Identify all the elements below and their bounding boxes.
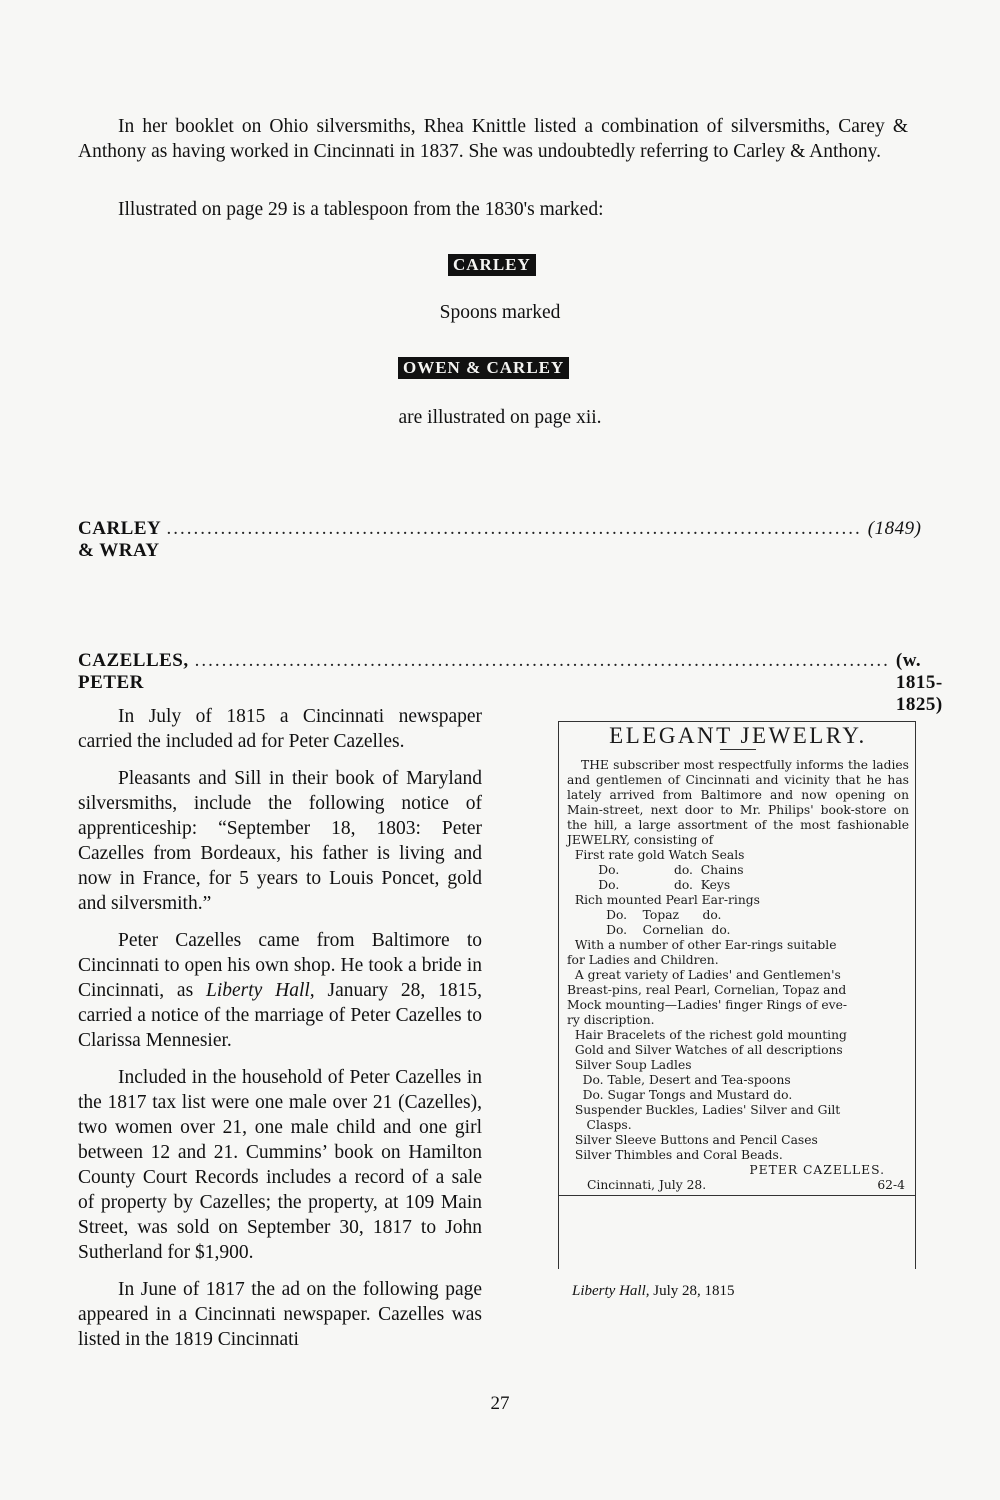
body-paragraph-1: In July of 1815 a Cincinnati newspaper carried the included ad for Peter Cazelles. [78, 706, 482, 752]
ad-line: Suspender Buckles, Ladies' Silver and Gilt [567, 1103, 841, 1117]
ad-footer [559, 1178, 915, 1196]
ad-line: Do. Table, Desert and Tea-spoons [567, 1073, 791, 1087]
ad-caption [572, 1283, 735, 1300]
ad-line: Do. do. Chains [567, 863, 744, 877]
ad-line: Do. Cornelian do. [567, 923, 731, 937]
page-number: 27 [490, 1393, 510, 1414]
body-paragraph-5: In June of 1817 the ad on the following page appeared in a Cincinnati newspaper. Cazelles was listed in the 1819 Cincinnati [78, 1279, 482, 1350]
body-paragraph-3 [78, 928, 482, 1053]
ad-line: A great variety of Ladies' and Gentlemen's [567, 968, 841, 982]
ad-line: Silver Soup Ladles [567, 1058, 692, 1072]
ad-title: ELEGANT JEWELRY. [609, 723, 867, 748]
newspaper-advertisement [558, 721, 916, 1269]
ad-line: ry discription. [567, 1013, 655, 1027]
intro-paragraph-1: In her booklet on Ohio silversmiths, Rhea Knittle listed a combination of silversmiths, Carey & Anthony as having worked in Cincinnati in 1837. She was undoubtedly referring to Carley & Anthony. [78, 116, 908, 162]
ad-line: Silver Thimbles and Coral Beads. [567, 1148, 783, 1162]
ad-line: With a number of other Ear-rings suitable [567, 938, 837, 952]
cazelles-body-text [78, 704, 482, 1364]
illustrated-text: are illustrated on page xii. [398, 407, 602, 428]
ad-line: Gold and Silver Watches of all descriptions [567, 1043, 843, 1057]
ad-code: 62-4 [877, 1178, 905, 1192]
entry-date: (1849) [867, 518, 922, 539]
entry-carley-wray [78, 518, 922, 562]
caption-newspaper: Liberty Hall, [572, 1283, 650, 1299]
ad-place-date: Cincinnati, July 28. [587, 1178, 707, 1192]
ad-item-list [567, 848, 909, 1163]
ad-intro-text: THE subscriber most respectfully informs the ladies and gentlemen of Cincinnati and vicinity that he has lately arrived from Baltimore and now opening on Main-street, next door to Mr. Philips' book-store on the hill, a large assortment of the most fashionable JEWELRY, consisting of [567, 758, 909, 847]
ad-line: Mock mounting—Ladies' finger Rings of eve- [567, 998, 848, 1012]
ad-line: Silver Sleeve Buttons and Pencil Cases [567, 1133, 818, 1147]
body-text: Peter Cazelles came from Baltimore to Cincinnati to open his own shop. He took a bride in Cincinnati, as [78, 930, 482, 1001]
ad-line: First rate gold Watch Seals [567, 848, 745, 862]
entry-name: CARLEY & WRAY [78, 518, 161, 561]
ad-line: Breast-pins, real Pearl, Cornelian, Topaz and [567, 983, 847, 997]
caption-date: July 28, 1815 [649, 1283, 735, 1299]
body-paragraph-4: Included in the household of Peter Cazelles in the 1817 tax list were one male over 21 (Cazelles), two women over 21, one male child and one girl between 12 and 21. Cummins’ book on Hamilton County Court Records includes a record of a sale of property by Cazelles; the property, at 109 Main Street, was sold on September 30, 1817 to John Sutherland for $1,900. [78, 1067, 482, 1263]
ad-line: Rich mounted Pearl Ear-rings [567, 893, 760, 907]
entry-name: CAZELLES, PETER [78, 650, 189, 693]
spoons-marked-text: Spoons marked [439, 302, 561, 323]
leader-dots: ....................................................................................................... [166, 518, 862, 539]
ad-line: Hair Bracelets of the richest gold mounting [567, 1028, 847, 1042]
ad-line: Do. Topaz do. [567, 908, 722, 922]
body-text: January 28, 1815, carried a notice of the marriage of Peter Cazelles to Clarissa Mennesier. [78, 980, 482, 1051]
ad-line: Clasps. [567, 1118, 632, 1132]
body-paragraph-2: Pleasants and Sill in their book of Maryland silversmiths, include the following notice of apprenticeship: “September 18, 1803: Peter Cazelles from Bordeaux, his father is living and now in France, for 5 years to Louis Poncet, gold and silversmith.” [78, 768, 482, 914]
newspaper-title: Liberty Hall, [205, 980, 315, 1001]
intro-paragraph-2: Illustrated on page 29 is a tablespoon from the 1830's marked: [118, 199, 604, 220]
maker-mark-carley: CARLEY [448, 254, 536, 276]
ad-line: Do. Sugar Tongs and Mustard do. [567, 1088, 793, 1102]
ad-line: for Ladies and Children. [567, 953, 719, 967]
leader-dots: ....................................................................................................... [194, 650, 890, 671]
ad-line: Do. do. Keys [567, 878, 731, 892]
entry-date: (w. 1815-1825) [895, 650, 943, 715]
ad-signature: PETER CAZELLES. [749, 1163, 885, 1177]
ad-divider [720, 749, 756, 750]
maker-mark-owen-carley: OWEN & CARLEY [398, 357, 569, 379]
